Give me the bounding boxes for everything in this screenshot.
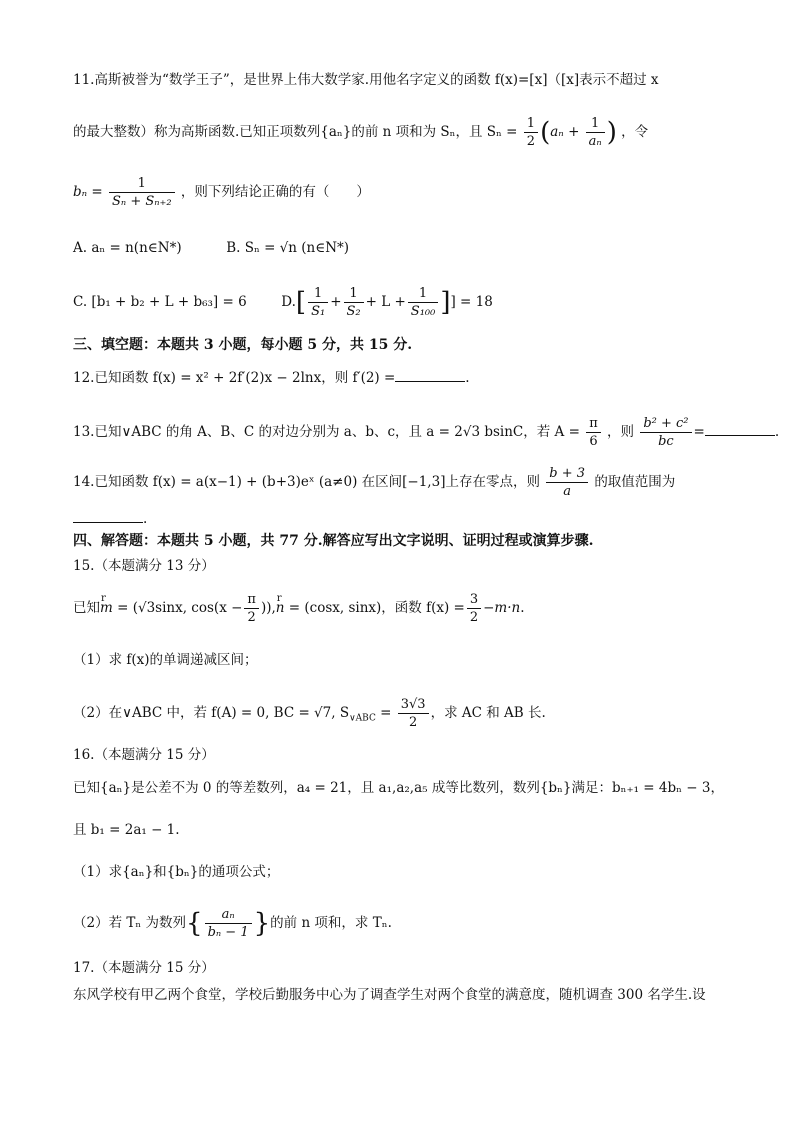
q11-options-ab xyxy=(73,238,349,258)
q14: 14.已知函数 f(x) = a(x−1) + (b+3)eˣ (a≠0) 在区间[−1,3]上存在零点，则 $\frac{b + 3}{a}$ 的取值范围为 xyxy=(73,466,676,499)
q11-text-1: 11.高斯被誉为“数学王子”，是世界上伟大数学家.用他名字定义的函数 f(x)=[x]（[x]表示不超过 x xyxy=(73,72,659,88)
q15-part1: （1）求 f(x)的单调递减区间； xyxy=(73,652,258,668)
option-d: D.[ $\frac{1}{\text{S₁}}$ + $\frac{1}{\text{S₂}}$ + L + $\frac{1}{\text{S₁₀₀}}$ ]] = 18 xyxy=(281,286,493,319)
section-4-heading: 四、解答题：本题共 5 小题，共 77 分.解答应写出文字说明、证明过程或演算步骤. xyxy=(73,533,594,549)
fraction-b2c2-bc: $\frac{\text{b² + c²}}{bc}$ xyxy=(640,415,691,450)
q11-line3: bₙ = $\frac{1}{\text{Sₙ + Sₙ₊₂}}$ ，则下列结论正确的有（ ） xyxy=(73,176,370,209)
option-c: C. [b₁ + b₂ + L + b₆₃] = 6 xyxy=(73,294,247,310)
answer-blank xyxy=(705,421,775,436)
q17-line1: 东风学校有甲乙两个食堂，学校后勤服务中心为了调查学生对两个食堂的满意度，随机调查 300 名学生.设 xyxy=(73,987,706,1003)
q11-text-2b: ，令 xyxy=(621,124,649,140)
q17-head: 17.（本题满分 15 分） xyxy=(73,960,215,976)
fraction-b3-a: $\frac{b + 3}{a}$ xyxy=(546,465,588,500)
q11-options-cd xyxy=(73,282,493,323)
fraction-one-half: $\frac{1}{2}$ xyxy=(524,115,538,150)
q16-part1: （1）求{aₙ}和{bₙ}的通项公式； xyxy=(73,864,280,880)
q15-part2: （2）在∨ABC 中，若 f(A) = 0, BC = √7, $S_{\vee ABC}$ = $\frac{3√3}{2}$ ，求 AC 和 AB 长. xyxy=(73,697,546,730)
q16-line1: 已知{aₙ}是公差不为 0 的等差数列，a₄ = 21，且 a₁,a₂,a₅ 成等比数列，数列{bₙ}满足：bₙ₊₁ = 4bₙ − 3， xyxy=(73,780,724,796)
q11-text-3b: ，则下列结论正确的有（ ） xyxy=(180,184,370,200)
q13: 13.已知∨ABC 的角 A、B、C 的对边分别为 a、b、c，且 a = 2√3 bsinC，若 A = $\frac{\pi}{6}$ ，则 $\frac{\text{b² + c²}}{bc}$ = . xyxy=(73,416,780,449)
fraction-one-over-an: $\frac{1}{\text{aₙ}}$ xyxy=(586,115,605,150)
q15-head: 15.（本题满分 13 分） xyxy=(73,558,215,574)
option-a: A. aₙ = n(n∈N*) xyxy=(73,240,182,256)
q15-line1: 已知r m = (√3sinx, cos(x − $\frac{\pi}{2}$ )),r n = (cosx, sinx)，函数 f(x) = $\frac{3}{2}$ −m·n. xyxy=(73,588,525,628)
fraction-3-2: $\frac{3}{2}$ xyxy=(467,591,481,626)
fraction-bn: $\frac{1}{\text{Sₙ + Sₙ₊₂}}$ xyxy=(109,175,175,210)
q12: 12.已知函数 f(x) = x² + 2f′(2)x − 2lnx，则 f′(2) = . xyxy=(73,367,470,388)
option-b: B. Sₙ = √n (n∈N*) xyxy=(226,240,350,256)
answer-blank xyxy=(395,367,465,382)
q11-line2: 的最大整数）称为高斯函数.已知正项数列{aₙ}的前 n 项和为 Sₙ，且 Sₙ = $\frac{1}{2}$ (aₙ + $\frac{1}{\text{aₙ}}$ ) ，令 xyxy=(73,116,649,149)
q16-line2: 且 b₁ = 2a₁ − 1. xyxy=(73,822,180,838)
fraction-3root3-2: $\frac{3√3}{2}$ xyxy=(398,696,429,731)
section-3-heading: 三、填空题：本题共 3 小题，每小题 5 分，共 15 分. xyxy=(73,337,413,353)
fraction-pi-2: $\frac{\pi}{2}$ xyxy=(244,591,259,626)
fraction-pi-6: $\frac{\pi}{6}$ xyxy=(586,415,601,450)
q14-blank-line: . xyxy=(73,508,147,529)
fraction-an-bn: $\frac{\text{aₙ}}{\text{bₙ − 1}}$ xyxy=(205,906,252,941)
q16-head: 16.（本题满分 15 分） xyxy=(73,747,215,763)
q11-line1 xyxy=(73,70,659,90)
answer-blank xyxy=(73,508,143,523)
q16-part2: （2）若 Tₙ 为数列{ $\frac{\text{aₙ}}{\text{bₙ − 1}}$ }的前 n 项和，求 Tₙ. xyxy=(73,907,392,940)
q11-text-2a: 的最大整数）称为高斯函数.已知正项数列{aₙ}的前 n 项和为 Sₙ，且 Sₙ = xyxy=(73,124,518,140)
